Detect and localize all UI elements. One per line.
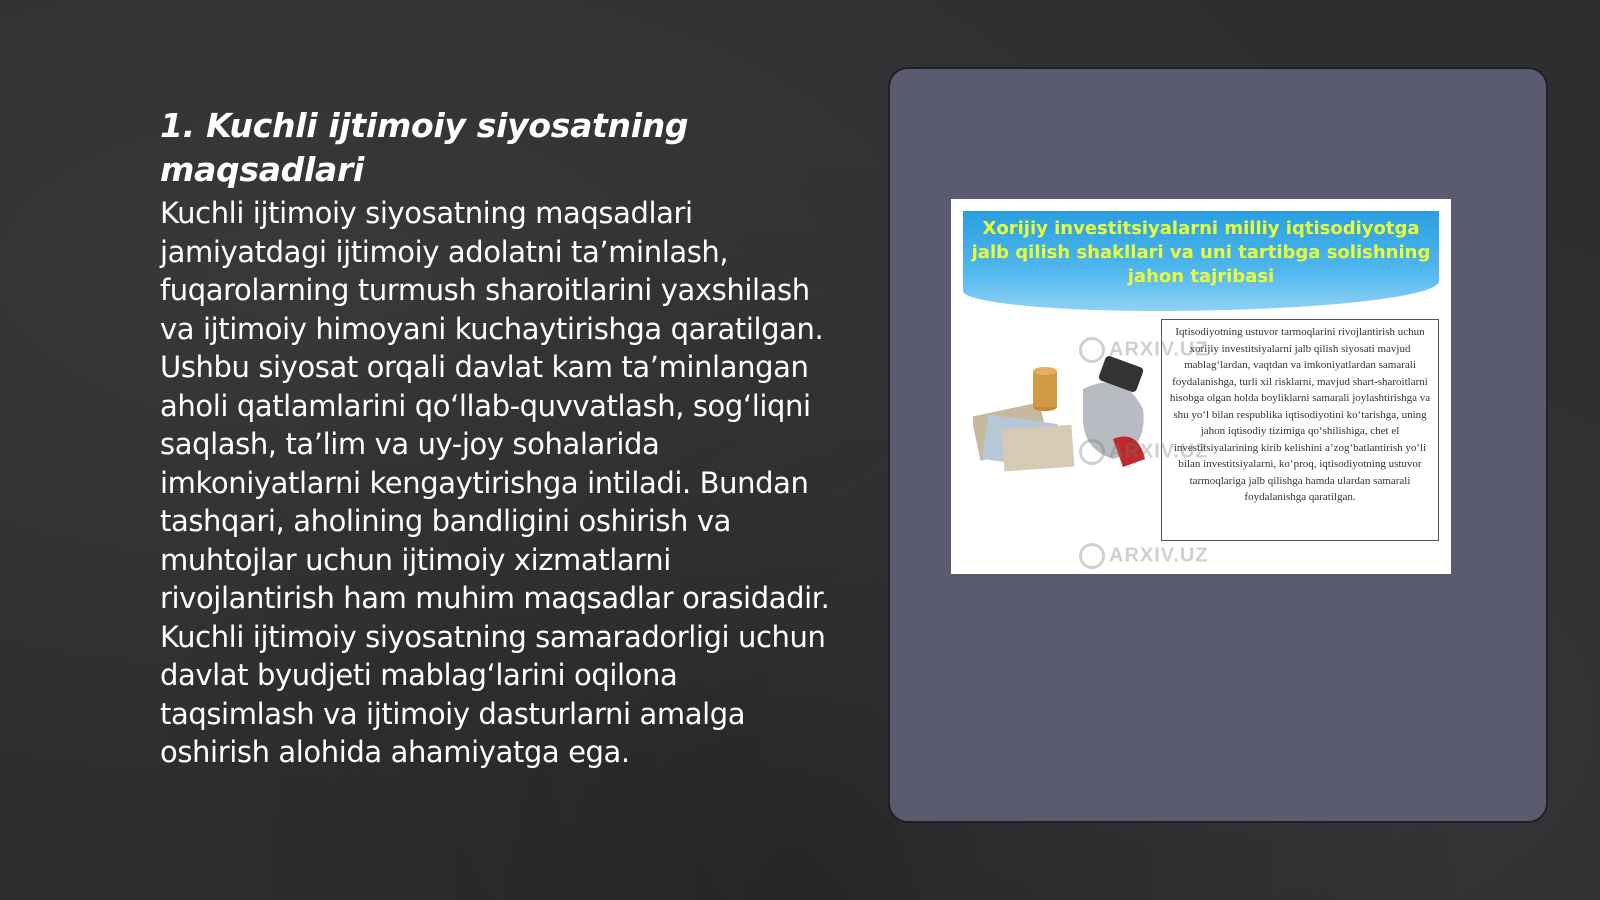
watermark-logo-icon bbox=[1079, 337, 1105, 363]
watermark-logo-icon bbox=[1079, 543, 1105, 569]
watermark-top bbox=[1079, 337, 1209, 363]
watermark-text: ARXIV.UZ bbox=[1109, 544, 1209, 567]
slide-body: Kuchli ijtimoiy siyosatning maqsadlari jamiyatdagi ijtimoiy adolatni ta’minlash, fuqarolarning turmush sharoitlarini yaxshilash va ijtimoiy himoyani kuchaytirishga qaratilgan. Ushbu siyosat orqali davlat kam ta’minlangan aholi qatlamlarini qo‘llab-quvvatlash, sog‘liqni saqlash, ta’lim va uy-joy sohalarida imkoniyatlarni kengaytirishga intiladi. Bundan tashqari, aholining bandligini oshirish va muhtojlar uchun ijtimoiy xizmatlarni rivojlantirish ham muhim maqsadlar orasidadir. Kuchli ijtimoiy siyosatning samaradorligi uchun davlat byudjeti mablag‘larini oqilona taqsimlash va ijtimoiy dasturlarni amalga oshirish alohida ahamiyatga ega. bbox=[160, 196, 830, 769]
slide-image bbox=[951, 199, 1451, 574]
watermark-bottom bbox=[1079, 543, 1209, 569]
watermark-text: ARXIV.UZ bbox=[1109, 440, 1209, 463]
watermark-text: ARXIV.UZ bbox=[1109, 338, 1209, 361]
image-header-title: Xorijiy investitsiyalarni milliy iqtisodiyotga jalb qilish shakllari va uni tartibga solishning jahon tajribasi bbox=[971, 218, 1431, 287]
image-text-box: Iqtisodiyotning ustuvor tarmoqlarini rivojlantirish uchun xorijiy investitsiyalarni jalb qilish siyosati mavjud mablag‘lardan, vaqtdan va imkoniyatlardan samarali foydalanishga, turli xil risklarni, mavjud shart-sharoitlarni hisobga olgan holda boyliklarni samarali joylashtirishga va shu yo‘l bilan respublika iqtisodiyotini ko‘tarishga, uning jahon iqtisodiy tizimiga qo‘shilishiga, chet el investitsiyalarining kirib kelishini a’zog‘batlantirish yo‘li bilan investitsiyalarni, ko‘proq, iqtisodiyotning ustuvor tarmoqlariga jalb qilishga hamda ulardan samarali foydalanishga qaratilgan. bbox=[1161, 319, 1439, 541]
slide-title: 1. Kuchli ijtimoiy siyosatning maqsadlari bbox=[160, 106, 689, 189]
image-panel bbox=[888, 67, 1548, 823]
watermark-middle bbox=[1079, 439, 1209, 465]
watermark-logo-icon bbox=[1079, 439, 1105, 465]
text-column bbox=[160, 104, 830, 772]
